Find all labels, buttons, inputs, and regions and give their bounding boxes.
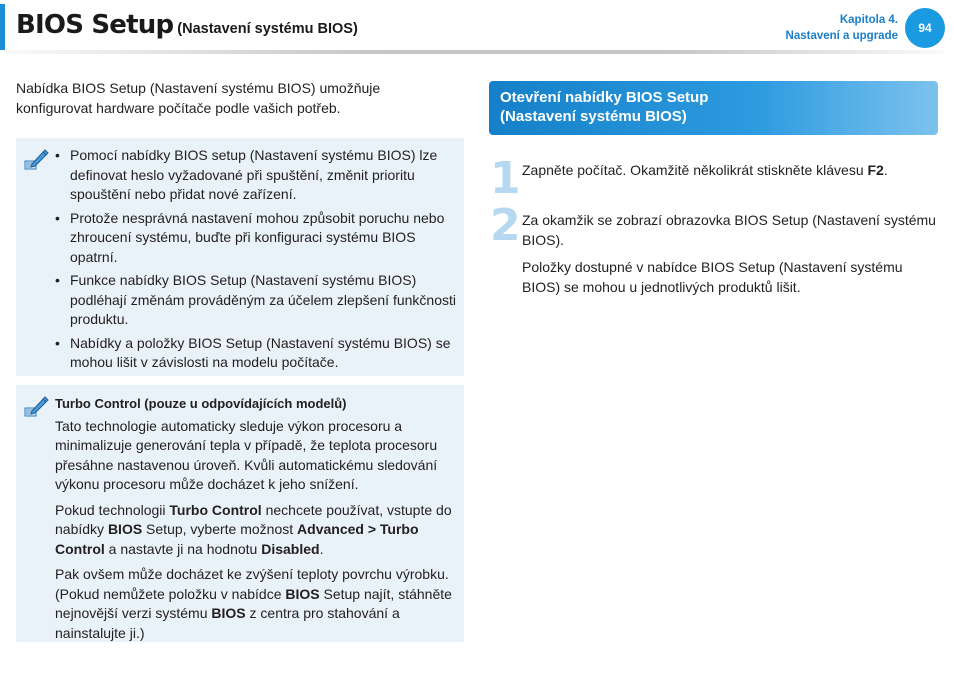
turbo-note-paragraph-2: Pokud technologii Turbo Control nechcete používat, vstupte do nabídky BIOS Setup, vyberte možnost Advanced > Turbo Control a nastavte ji na hodnotu Disabled. <box>55 501 452 557</box>
page-title-main: BIOS Setup <box>16 10 174 40</box>
page-number-badge: 94 <box>905 8 945 48</box>
note-box-general <box>16 138 464 376</box>
turbo-note-title: Turbo Control (pouze u odpovídajících modelů) <box>55 396 347 411</box>
list-item: • Pomocí nabídky BIOS setup (Nastavení systému BIOS) lze definovat heslo vyžadované při spuštění, změnit prioritu spouštění nebo přidat nové zařízení. <box>55 147 438 202</box>
pen-note-icon <box>22 147 50 171</box>
section-heading <box>489 81 938 135</box>
list-item: • Funkce nabídky BIOS Setup (Nastavení systému BIOS) podléhají změnám prováděným za účelem zlepšení funkčnosti produktu. <box>55 272 456 327</box>
turbo-note-body <box>55 394 459 649</box>
step-2-paragraph-2: Položky dostupné v nabídce BIOS Setup (Nastavení systému BIOS) se mohou u jednotlivých produktů lišit. <box>522 259 903 295</box>
step-number-1: 1 <box>490 153 521 204</box>
pen-note-icon <box>22 394 50 418</box>
chapter-title: Nastavení a upgrade <box>785 30 898 42</box>
chapter-label <box>786 12 898 44</box>
step-1-text: Zapněte počítač. Okamžitě několikrát stiskněte klávesu F2. <box>522 162 888 178</box>
list-item: • Nabídky a položky BIOS Setup (Nastavení systému BIOS) se mohou lišit v závislosti na modelu počítače. <box>55 334 451 370</box>
page-title <box>16 10 358 40</box>
note-box-turbo-control <box>16 385 464 642</box>
section-heading-line-2: (Nastavení systému BIOS) <box>500 108 687 125</box>
step-number-2: 2 <box>490 200 521 251</box>
step-2-text <box>522 211 938 305</box>
step-2-paragraph-1: Za okamžik se zobrazí obrazovka BIOS Setup (Nastavení systému BIOS). <box>522 212 936 248</box>
section-heading-line-1: Otevření nabídky BIOS Setup <box>500 89 709 106</box>
note-bullet-list <box>52 146 458 377</box>
header-divider <box>6 50 944 54</box>
turbo-note-paragraph-1: Tato technologie automaticky sleduje výkon procesoru a minimalizuje generování tepla v případě, že teplota procesoru přesáhne nastavenou úroveň. Kvůli automatickému sledování výkonu procesoru může docházet k jeho snížení. <box>55 417 438 492</box>
turbo-note-paragraph-3: Pak ovšem může docházet ke zvýšení teploty povrchu výrobku. (Pokud nemůžete položku v nabídce BIOS Setup najít, stáhněte nejnovější verzi systému BIOS z centra pro stahování a nainstalujte ji.) <box>55 566 452 641</box>
page-title-sub: (Nastavení systému BIOS) <box>177 21 358 37</box>
header-accent-bar <box>0 4 5 50</box>
key-f2: F2 <box>867 162 884 178</box>
list-item: • Protože nesprávná nastavení mohou způsobit poruchu nebo zhroucení systému, buďte při konfiguraci systému BIOS opatrní. <box>55 209 445 265</box>
chapter-number: Kapitola 4. <box>839 14 898 26</box>
intro-text: Nabídka BIOS Setup (Nastavení systému BIOS) umožňuje konfigurovat hardware počítače podle vašich potřeb. <box>16 80 381 116</box>
